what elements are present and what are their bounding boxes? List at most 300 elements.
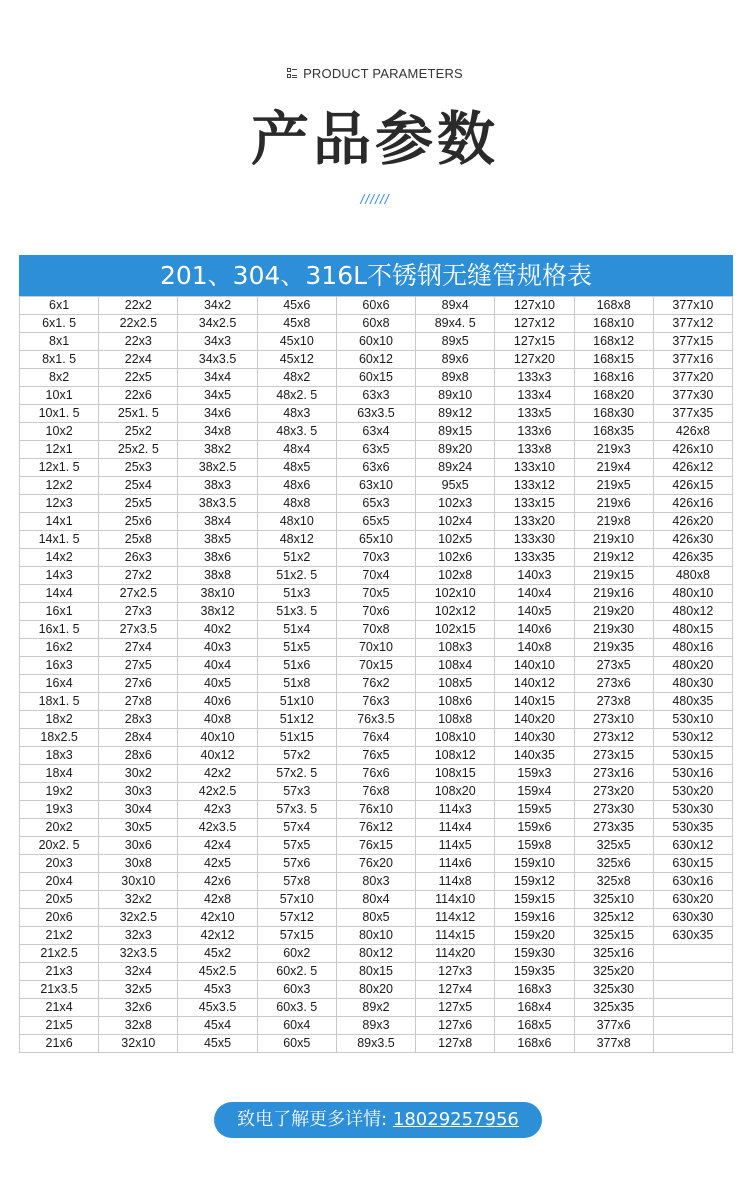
phone-link[interactable]: 18029257956 xyxy=(392,1109,519,1130)
table-cell: 34x4 xyxy=(178,369,257,387)
table-cell: 127x10 xyxy=(495,297,574,315)
table-cell: 48x3 xyxy=(257,405,336,423)
table-cell: 6x1. 5 xyxy=(20,315,99,333)
table-cell: 14x1 xyxy=(20,513,99,531)
table-cell: 22x6 xyxy=(99,387,178,405)
table-cell: 57x10 xyxy=(257,891,336,909)
table-cell: 80x15 xyxy=(336,963,415,981)
table-cell: 102x3 xyxy=(416,495,495,513)
table-cell: 630x30 xyxy=(653,909,732,927)
table-cell: 16x1 xyxy=(20,603,99,621)
table-row xyxy=(20,657,733,675)
table-cell: 159x10 xyxy=(495,855,574,873)
table-cell: 60x4 xyxy=(257,1017,336,1035)
table-cell: 34x8 xyxy=(178,423,257,441)
table-cell: 40x2 xyxy=(178,621,257,639)
table-cell: 133x10 xyxy=(495,459,574,477)
table-row xyxy=(20,441,733,459)
table-cell: 530x10 xyxy=(653,711,732,729)
table-cell: 140x35 xyxy=(495,747,574,765)
table-cell: 219x6 xyxy=(574,495,653,513)
table-cell: 12x3 xyxy=(20,495,99,513)
table-row xyxy=(20,765,733,783)
table-cell: 63x10 xyxy=(336,477,415,495)
table-cell: 273x12 xyxy=(574,729,653,747)
table-cell: 219x4 xyxy=(574,459,653,477)
table-cell: 34x3.5 xyxy=(178,351,257,369)
table-cell: 70x10 xyxy=(336,639,415,657)
table-cell: 28x4 xyxy=(99,729,178,747)
table-cell: 273x35 xyxy=(574,819,653,837)
table-cell: 114x5 xyxy=(416,837,495,855)
table-cell: 159x16 xyxy=(495,909,574,927)
table-cell: 108x6 xyxy=(416,693,495,711)
table-cell: 34x2.5 xyxy=(178,315,257,333)
table-cell: 19x3 xyxy=(20,801,99,819)
table-cell: 63x5 xyxy=(336,441,415,459)
table-cell: 48x3. 5 xyxy=(257,423,336,441)
table-cell: 168x12 xyxy=(574,333,653,351)
table-cell: 273x30 xyxy=(574,801,653,819)
table-cell: 630x35 xyxy=(653,927,732,945)
table-cell: 114x12 xyxy=(416,909,495,927)
table-cell: 377x10 xyxy=(653,297,732,315)
table-cell: 63x4 xyxy=(336,423,415,441)
table-cell: 159x15 xyxy=(495,891,574,909)
table-cell: 133x3 xyxy=(495,369,574,387)
table-cell: 89x8 xyxy=(416,369,495,387)
table-cell xyxy=(653,981,732,999)
table-cell: 140x12 xyxy=(495,675,574,693)
table-cell: 377x16 xyxy=(653,351,732,369)
table-cell: 57x3. 5 xyxy=(257,801,336,819)
table-cell: 51x12 xyxy=(257,711,336,729)
table-cell: 108x12 xyxy=(416,747,495,765)
table-cell: 76x3.5 xyxy=(336,711,415,729)
table-cell: 219x35 xyxy=(574,639,653,657)
table-cell: 28x3 xyxy=(99,711,178,729)
table-cell: 42x4 xyxy=(178,837,257,855)
table-cell: 51x2. 5 xyxy=(257,567,336,585)
table-cell: 114x4 xyxy=(416,819,495,837)
table-cell: 76x3 xyxy=(336,693,415,711)
table-cell: 133x4 xyxy=(495,387,574,405)
table-cell: 48x10 xyxy=(257,513,336,531)
table-cell: 102x15 xyxy=(416,621,495,639)
table-cell: 168x35 xyxy=(574,423,653,441)
table-cell: 159x20 xyxy=(495,927,574,945)
table-row xyxy=(20,855,733,873)
table-cell: 60x12 xyxy=(336,351,415,369)
table-row xyxy=(20,927,733,945)
table-cell: 51x5 xyxy=(257,639,336,657)
table-cell: 140x5 xyxy=(495,603,574,621)
table-cell: 14x2 xyxy=(20,549,99,567)
table-cell: 14x3 xyxy=(20,567,99,585)
table-cell: 325x20 xyxy=(574,963,653,981)
table-cell: 102x5 xyxy=(416,531,495,549)
table-cell: 57x15 xyxy=(257,927,336,945)
table-cell: 51x15 xyxy=(257,729,336,747)
table-cell: 480x35 xyxy=(653,693,732,711)
table-cell: 70x3 xyxy=(336,549,415,567)
table-cell: 76x4 xyxy=(336,729,415,747)
table-cell: 60x3 xyxy=(257,981,336,999)
table-cell: 18x3 xyxy=(20,747,99,765)
table-cell: 89x6 xyxy=(416,351,495,369)
table-cell: 57x12 xyxy=(257,909,336,927)
table-cell: 273x6 xyxy=(574,675,653,693)
table-cell: 325x10 xyxy=(574,891,653,909)
table-cell: 27x2 xyxy=(99,567,178,585)
table-cell: 40x8 xyxy=(178,711,257,729)
document-icon xyxy=(287,68,297,79)
table-cell: 22x3 xyxy=(99,333,178,351)
section-label xyxy=(0,66,750,81)
table-cell: 60x8 xyxy=(336,315,415,333)
table-cell: 108x10 xyxy=(416,729,495,747)
table-cell: 19x2 xyxy=(20,783,99,801)
table-cell: 27x3 xyxy=(99,603,178,621)
table-row xyxy=(20,459,733,477)
table-cell: 45x5 xyxy=(178,1035,257,1053)
table-cell: 426x8 xyxy=(653,423,732,441)
table-row xyxy=(20,405,733,423)
table-cell: 32x6 xyxy=(99,999,178,1017)
table-row xyxy=(20,693,733,711)
table-cell: 127x8 xyxy=(416,1035,495,1053)
table-cell: 18x1. 5 xyxy=(20,693,99,711)
table-cell: 168x15 xyxy=(574,351,653,369)
table-cell: 25x4 xyxy=(99,477,178,495)
table-row xyxy=(20,423,733,441)
table-cell: 45x2.5 xyxy=(178,963,257,981)
table-row xyxy=(20,549,733,567)
table-cell: 133x15 xyxy=(495,495,574,513)
table-cell: 42x2 xyxy=(178,765,257,783)
table-row xyxy=(20,909,733,927)
table-cell: 57x3 xyxy=(257,783,336,801)
table-cell: 25x2 xyxy=(99,423,178,441)
table-cell: 21x3.5 xyxy=(20,981,99,999)
table-cell: 70x4 xyxy=(336,567,415,585)
table-cell: 140x15 xyxy=(495,693,574,711)
table-cell: 32x2 xyxy=(99,891,178,909)
table-cell: 32x3.5 xyxy=(99,945,178,963)
table-cell: 32x10 xyxy=(99,1035,178,1053)
table-cell: 219x15 xyxy=(574,567,653,585)
table-row xyxy=(20,621,733,639)
table-cell: 21x3 xyxy=(20,963,99,981)
table-cell: 168x30 xyxy=(574,405,653,423)
table-cell: 133x20 xyxy=(495,513,574,531)
table-cell: 60x3. 5 xyxy=(257,999,336,1017)
table-cell: 426x35 xyxy=(653,549,732,567)
table-cell: 480x30 xyxy=(653,675,732,693)
table-cell: 159x8 xyxy=(495,837,574,855)
table-row xyxy=(20,747,733,765)
table-cell: 8x1 xyxy=(20,333,99,351)
table-cell: 6x1 xyxy=(20,297,99,315)
table-cell: 40x10 xyxy=(178,729,257,747)
table-cell: 114x15 xyxy=(416,927,495,945)
table-cell: 89x3.5 xyxy=(336,1035,415,1053)
table-cell: 426x30 xyxy=(653,531,732,549)
table-cell: 60x6 xyxy=(336,297,415,315)
table-row xyxy=(20,387,733,405)
table-cell: 21x2.5 xyxy=(20,945,99,963)
table-cell: 45x10 xyxy=(257,333,336,351)
table-cell: 16x2 xyxy=(20,639,99,657)
table-cell: 45x3 xyxy=(178,981,257,999)
table-cell: 51x2 xyxy=(257,549,336,567)
table-cell: 51x10 xyxy=(257,693,336,711)
table-cell: 60x5 xyxy=(257,1035,336,1053)
table-cell: 159x35 xyxy=(495,963,574,981)
table-cell: 57x4 xyxy=(257,819,336,837)
table-cell: 168x10 xyxy=(574,315,653,333)
table-cell: 219x20 xyxy=(574,603,653,621)
table-cell: 219x16 xyxy=(574,585,653,603)
table-cell: 219x5 xyxy=(574,477,653,495)
table-cell: 48x4 xyxy=(257,441,336,459)
table-cell: 57x6 xyxy=(257,855,336,873)
table-cell: 38x5 xyxy=(178,531,257,549)
table-cell: 48x2. 5 xyxy=(257,387,336,405)
table-cell: 16x1. 5 xyxy=(20,621,99,639)
table-row xyxy=(20,729,733,747)
table-cell: 32x2.5 xyxy=(99,909,178,927)
table-cell: 40x5 xyxy=(178,675,257,693)
table-cell: 108x3 xyxy=(416,639,495,657)
spec-table-title: 201、304、316L不锈钢无缝管规格表 xyxy=(19,255,733,296)
table-cell: 114x3 xyxy=(416,801,495,819)
table-cell: 76x2 xyxy=(336,675,415,693)
table-cell: 325x16 xyxy=(574,945,653,963)
table-cell: 60x15 xyxy=(336,369,415,387)
table-row xyxy=(20,783,733,801)
table-cell: 108x15 xyxy=(416,765,495,783)
table-cell: 48x12 xyxy=(257,531,336,549)
table-cell: 133x35 xyxy=(495,549,574,567)
table-cell: 28x6 xyxy=(99,747,178,765)
table-cell: 219x3 xyxy=(574,441,653,459)
table-cell: 325x35 xyxy=(574,999,653,1017)
table-cell: 60x2. 5 xyxy=(257,963,336,981)
table-cell: 480x8 xyxy=(653,567,732,585)
table-cell: 273x16 xyxy=(574,765,653,783)
table-row xyxy=(20,603,733,621)
table-cell: 89x24 xyxy=(416,459,495,477)
table-cell: 27x6 xyxy=(99,675,178,693)
table-cell: 38x4 xyxy=(178,513,257,531)
table-cell: 48x2 xyxy=(257,369,336,387)
table-cell: 630x12 xyxy=(653,837,732,855)
table-cell: 377x20 xyxy=(653,369,732,387)
table-cell: 38x8 xyxy=(178,567,257,585)
table-cell: 133x12 xyxy=(495,477,574,495)
table-cell: 80x3 xyxy=(336,873,415,891)
table-cell: 42x12 xyxy=(178,927,257,945)
table-cell: 32x5 xyxy=(99,981,178,999)
table-cell: 20x6 xyxy=(20,909,99,927)
table-cell: 159x5 xyxy=(495,801,574,819)
section-label-text: PRODUCT PARAMETERS xyxy=(303,66,463,81)
table-cell: 133x30 xyxy=(495,531,574,549)
table-cell: 42x6 xyxy=(178,873,257,891)
table-cell: 27x2.5 xyxy=(99,585,178,603)
table-cell: 70x6 xyxy=(336,603,415,621)
table-cell: 273x10 xyxy=(574,711,653,729)
table-cell: 127x12 xyxy=(495,315,574,333)
table-cell: 89x4. 5 xyxy=(416,315,495,333)
table-cell: 76x8 xyxy=(336,783,415,801)
table-row xyxy=(20,639,733,657)
table-cell: 45x3.5 xyxy=(178,999,257,1017)
table-row xyxy=(20,1017,733,1035)
table-cell xyxy=(653,999,732,1017)
table-cell: 10x1. 5 xyxy=(20,405,99,423)
table-cell: 530x20 xyxy=(653,783,732,801)
table-cell: 127x15 xyxy=(495,333,574,351)
spec-table-body xyxy=(20,297,733,1053)
table-cell: 30x4 xyxy=(99,801,178,819)
table-cell: 45x12 xyxy=(257,351,336,369)
table-cell: 8x1. 5 xyxy=(20,351,99,369)
table-row xyxy=(20,531,733,549)
table-cell: 63x6 xyxy=(336,459,415,477)
table-cell: 70x8 xyxy=(336,621,415,639)
table-cell: 70x15 xyxy=(336,657,415,675)
table-cell: 133x6 xyxy=(495,423,574,441)
table-cell: 426x10 xyxy=(653,441,732,459)
table-cell: 530x15 xyxy=(653,747,732,765)
table-cell: 76x15 xyxy=(336,837,415,855)
table-cell: 133x5 xyxy=(495,405,574,423)
table-cell: 22x2.5 xyxy=(99,315,178,333)
table-cell: 63x3.5 xyxy=(336,405,415,423)
table-cell: 377x30 xyxy=(653,387,732,405)
table-cell: 38x2.5 xyxy=(178,459,257,477)
table-cell: 25x5 xyxy=(99,495,178,513)
table-cell: 18x2.5 xyxy=(20,729,99,747)
table-cell: 14x1. 5 xyxy=(20,531,99,549)
table-cell xyxy=(653,1017,732,1035)
table-cell: 114x8 xyxy=(416,873,495,891)
table-row xyxy=(20,1035,733,1053)
table-cell: 16x4 xyxy=(20,675,99,693)
table-cell: 140x3 xyxy=(495,567,574,585)
table-cell: 12x1 xyxy=(20,441,99,459)
contact-button[interactable] xyxy=(214,1102,542,1138)
table-cell: 480x15 xyxy=(653,621,732,639)
contact-label: 致电了解更多详情: xyxy=(237,1109,393,1130)
table-cell: 45x2 xyxy=(178,945,257,963)
table-cell: 51x4 xyxy=(257,621,336,639)
table-cell: 27x8 xyxy=(99,693,178,711)
table-row xyxy=(20,585,733,603)
table-row xyxy=(20,999,733,1017)
table-cell: 42x10 xyxy=(178,909,257,927)
table-cell: 57x8 xyxy=(257,873,336,891)
table-cell: 102x12 xyxy=(416,603,495,621)
table-cell: 89x2 xyxy=(336,999,415,1017)
table-row xyxy=(20,477,733,495)
table-cell: 65x10 xyxy=(336,531,415,549)
table-cell: 377x12 xyxy=(653,315,732,333)
table-cell: 108x5 xyxy=(416,675,495,693)
table-cell: 12x2 xyxy=(20,477,99,495)
table-cell: 426x20 xyxy=(653,513,732,531)
table-cell: 34x2 xyxy=(178,297,257,315)
table-cell: 480x12 xyxy=(653,603,732,621)
table-cell: 25x2. 5 xyxy=(99,441,178,459)
table-cell: 27x4 xyxy=(99,639,178,657)
table-cell: 34x5 xyxy=(178,387,257,405)
table-row xyxy=(20,873,733,891)
table-cell: 630x20 xyxy=(653,891,732,909)
table-cell: 63x3 xyxy=(336,387,415,405)
table-cell: 140x4 xyxy=(495,585,574,603)
table-cell: 95x5 xyxy=(416,477,495,495)
table-cell: 127x3 xyxy=(416,963,495,981)
table-cell: 89x20 xyxy=(416,441,495,459)
table-cell: 325x8 xyxy=(574,873,653,891)
table-cell: 480x10 xyxy=(653,585,732,603)
table-cell: 89x12 xyxy=(416,405,495,423)
table-cell: 45x6 xyxy=(257,297,336,315)
table-cell: 530x35 xyxy=(653,819,732,837)
table-cell: 38x10 xyxy=(178,585,257,603)
table-row xyxy=(20,801,733,819)
table-cell: 377x15 xyxy=(653,333,732,351)
table-cell: 30x5 xyxy=(99,819,178,837)
table-cell: 108x4 xyxy=(416,657,495,675)
table-row xyxy=(20,567,733,585)
table-cell: 480x20 xyxy=(653,657,732,675)
table-row xyxy=(20,711,733,729)
table-cell: 32x8 xyxy=(99,1017,178,1035)
table-cell: 325x5 xyxy=(574,837,653,855)
table-cell: 325x6 xyxy=(574,855,653,873)
table-row xyxy=(20,495,733,513)
table-cell: 10x2 xyxy=(20,423,99,441)
table-cell: 102x6 xyxy=(416,549,495,567)
table-cell xyxy=(653,1035,732,1053)
table-cell: 57x2 xyxy=(257,747,336,765)
table-cell: 48x6 xyxy=(257,477,336,495)
table-cell: 102x8 xyxy=(416,567,495,585)
table-cell: 127x6 xyxy=(416,1017,495,1035)
table-cell: 273x20 xyxy=(574,783,653,801)
table-cell: 219x10 xyxy=(574,531,653,549)
table-cell: 76x5 xyxy=(336,747,415,765)
table-cell: 273x15 xyxy=(574,747,653,765)
table-row xyxy=(20,945,733,963)
table-cell: 108x8 xyxy=(416,711,495,729)
table-cell: 140x8 xyxy=(495,639,574,657)
table-cell: 10x1 xyxy=(20,387,99,405)
table-row xyxy=(20,891,733,909)
table-cell: 60x10 xyxy=(336,333,415,351)
table-cell: 8x2 xyxy=(20,369,99,387)
page-title: 产品参数 xyxy=(250,105,499,173)
table-cell: 140x30 xyxy=(495,729,574,747)
table-cell: 32x4 xyxy=(99,963,178,981)
table-cell: 48x5 xyxy=(257,459,336,477)
table-row xyxy=(20,315,733,333)
table-cell: 480x16 xyxy=(653,639,732,657)
